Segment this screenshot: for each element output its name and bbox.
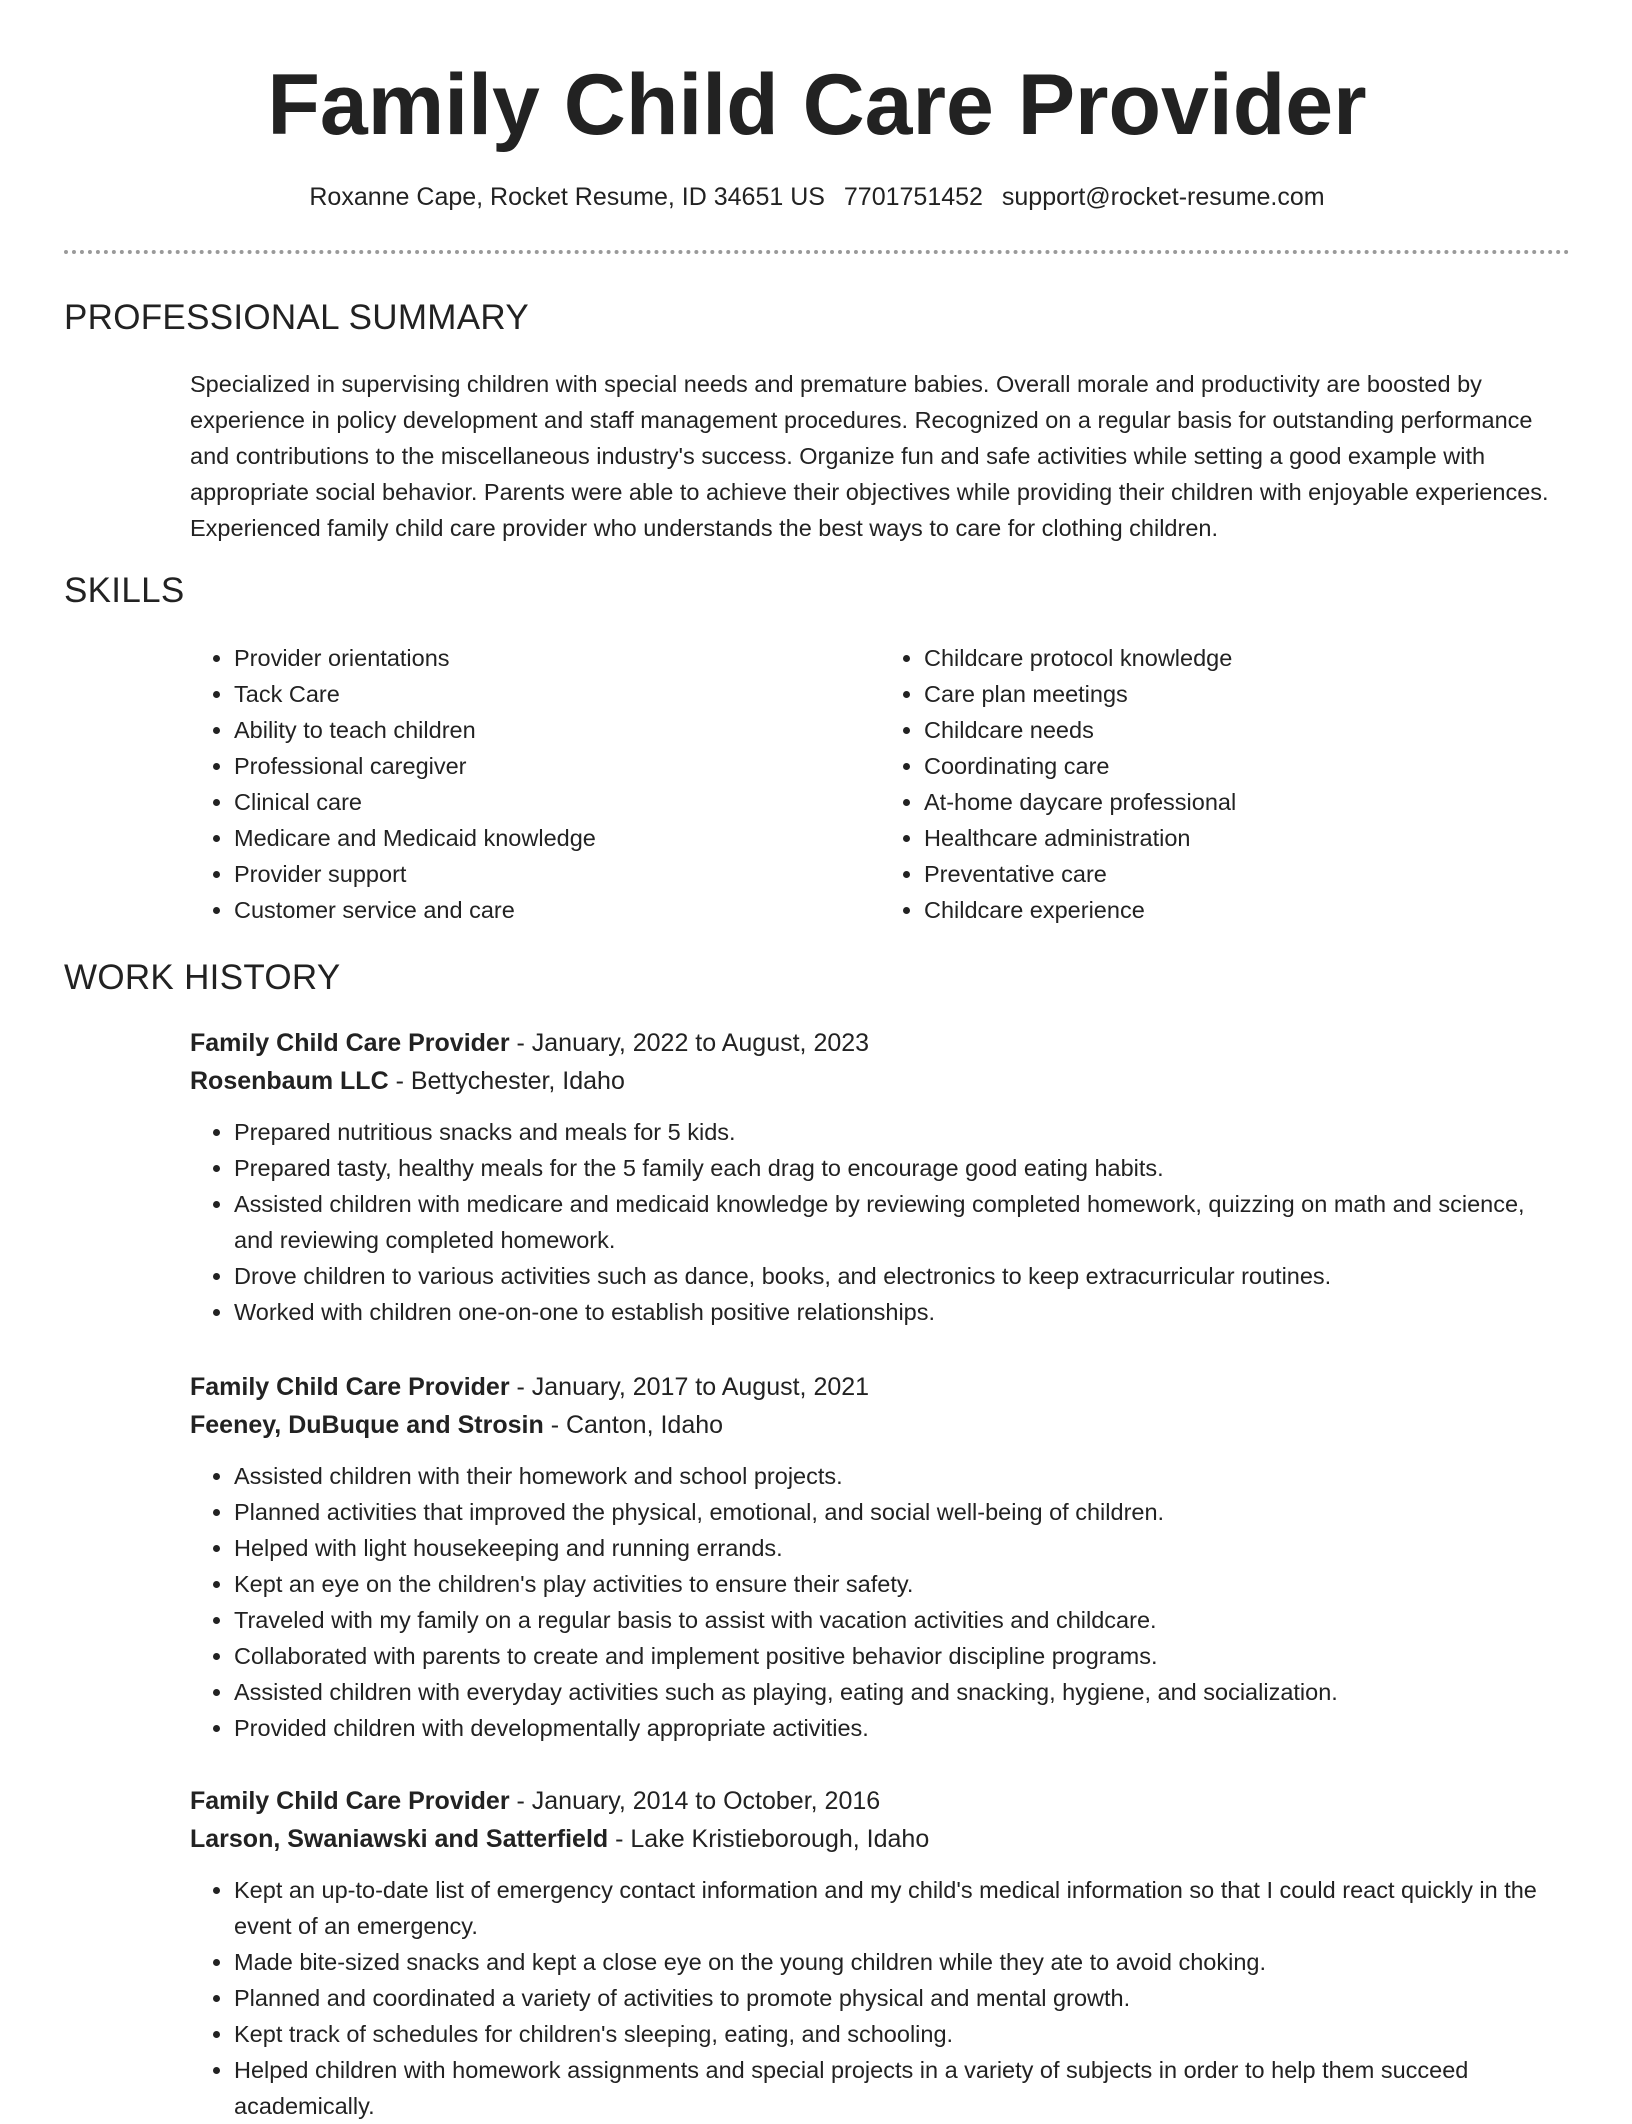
job-company-line	[190, 1062, 1570, 1100]
job-dates: - January, 2022 to August, 2023	[509, 1029, 870, 1057]
job-dates: - January, 2014 to October, 2016	[509, 1787, 881, 1815]
job-bullet: • Kept an up-to-date list of emergency contact information and my child's medical information so that I could react quickly in the event of an emergency.	[234, 1872, 1570, 1944]
skill-item: • Customer service and care	[234, 892, 880, 928]
job-bullets	[190, 1114, 1570, 1330]
contact-phone: 7701751452	[843, 183, 983, 211]
job-bullet: • Helped children with homework assignments and special projects in a variety of subjects in order to help them succeed academically.	[234, 2052, 1570, 2124]
job-bullet: • Prepared tasty, healthy meals for the 5 family each drag to encourage good eating habits.	[234, 1150, 1570, 1186]
job-title-line	[190, 1024, 1570, 1062]
skills-list	[190, 640, 1570, 928]
skills-column-left	[190, 640, 880, 928]
job-bullet: • Drove children to various activities such as dance, books, and electronics to keep extracurricular routines.	[234, 1258, 1570, 1294]
job-bullet: • Prepared nutritious snacks and meals for 5 kids.	[234, 1114, 1570, 1150]
job-bullet: • Traveled with my family on a regular basis to assist with vacation activities and childcare.	[234, 1602, 1570, 1638]
job-entry	[190, 1368, 1570, 1746]
job-bullet: • Assisted children with their homework and school projects.	[234, 1458, 1570, 1494]
skill-item: • Childcare needs	[924, 712, 1570, 748]
skill-item: • Ability to teach children	[234, 712, 880, 748]
resume-title: Family Child Care Provider	[267, 57, 1367, 153]
skill-item: • Preventative care	[924, 856, 1570, 892]
header-divider	[64, 250, 1570, 254]
work-heading: WORK HISTORY	[64, 958, 341, 997]
job-bullet: • Assisted children with everyday activities such as playing, eating and snacking, hygiene, and socialization.	[234, 1674, 1570, 1710]
job-entry	[190, 1782, 1570, 2124]
contact-email: support@rocket-resume.com	[1001, 183, 1325, 211]
job-title-line	[190, 1782, 1570, 1820]
job-company: Feeney, DuBuque and Strosin	[190, 1411, 544, 1439]
skill-item: • Healthcare administration	[924, 820, 1570, 856]
job-bullet: • Provided children with developmentally appropriate activities.	[234, 1710, 1570, 1746]
job-bullet: • Assisted children with medicare and medicaid knowledge by reviewing completed homework, quizzing on math and science, and reviewing completed homework.	[234, 1186, 1570, 1258]
job-bullet: • Planned activities that improved the physical, emotional, and social well-being of children.	[234, 1494, 1570, 1530]
skill-item: • Childcare experience	[924, 892, 1570, 928]
skill-item: • Care plan meetings	[924, 676, 1570, 712]
resume-page	[64, 0, 1570, 2119]
skill-item: • Medicare and Medicaid knowledge	[234, 820, 880, 856]
job-entry	[190, 1024, 1570, 1330]
contact-address: Roxanne Cape, Rocket Resume, ID 34651 US	[309, 183, 825, 211]
job-bullet: • Made bite-sized snacks and kept a close eye on the young children while they ate to avoid choking.	[234, 1944, 1570, 1980]
job-location: - Bettychester, Idaho	[388, 1067, 625, 1095]
skills-column-right	[880, 640, 1570, 928]
summary-text: Specialized in supervising children with special needs and premature babies. Overall morale and productivity are boosted by experience in policy development and staff management procedures. Recognized on a regular basis for outstanding performance and contributions to the miscellaneous industry's success. Organize fun and safe activities while setting a good example with appropriate social behavior. Parents were able to achieve their objectives while providing their children with enjoyable experiences. Experienced family child care provider who understands the best ways to care for clothing children.	[190, 371, 1549, 541]
skill-item: • Tack Care	[234, 676, 880, 712]
job-bullets	[190, 1458, 1570, 1746]
job-bullet: • Helped with light housekeeping and running errands.	[234, 1530, 1570, 1566]
skill-item: • Childcare protocol knowledge	[924, 640, 1570, 676]
job-location: - Lake Kristieborough, Idaho	[608, 1825, 930, 1853]
contact-line	[64, 180, 1570, 214]
job-company-line	[190, 1406, 1570, 1444]
skill-item: • Clinical care	[234, 784, 880, 820]
skill-item: • At-home daycare professional	[924, 784, 1570, 820]
summary-heading: PROFESSIONAL SUMMARY	[64, 298, 529, 337]
skill-item: • Professional caregiver	[234, 748, 880, 784]
job-company: Larson, Swaniawski and Satterfield	[190, 1825, 609, 1853]
job-bullet: • Planned and coordinated a variety of activities to promote physical and mental growth.	[234, 1980, 1570, 2016]
job-bullet: • Kept an eye on the children's play activities to ensure their safety.	[234, 1566, 1570, 1602]
job-title: Family Child Care Provider	[190, 1787, 510, 1815]
job-dates: - January, 2017 to August, 2021	[509, 1373, 870, 1401]
job-title: Family Child Care Provider	[190, 1373, 510, 1401]
job-bullet: • Worked with children one-on-one to establish positive relationships.	[234, 1294, 1570, 1330]
skill-item: • Provider support	[234, 856, 880, 892]
job-company-line	[190, 1820, 1570, 1858]
job-company: Rosenbaum LLC	[190, 1067, 389, 1095]
job-bullets	[190, 1872, 1570, 2124]
job-location: - Canton, Idaho	[543, 1411, 724, 1439]
skill-item: • Coordinating care	[924, 748, 1570, 784]
job-title-line	[190, 1368, 1570, 1406]
job-bullet: • Kept track of schedules for children's sleeping, eating, and schooling.	[234, 2016, 1570, 2052]
skills-heading: SKILLS	[64, 571, 185, 610]
skill-item: • Provider orientations	[234, 640, 880, 676]
job-title: Family Child Care Provider	[190, 1029, 510, 1057]
job-bullet: • Collaborated with parents to create and implement positive behavior discipline programs.	[234, 1638, 1570, 1674]
